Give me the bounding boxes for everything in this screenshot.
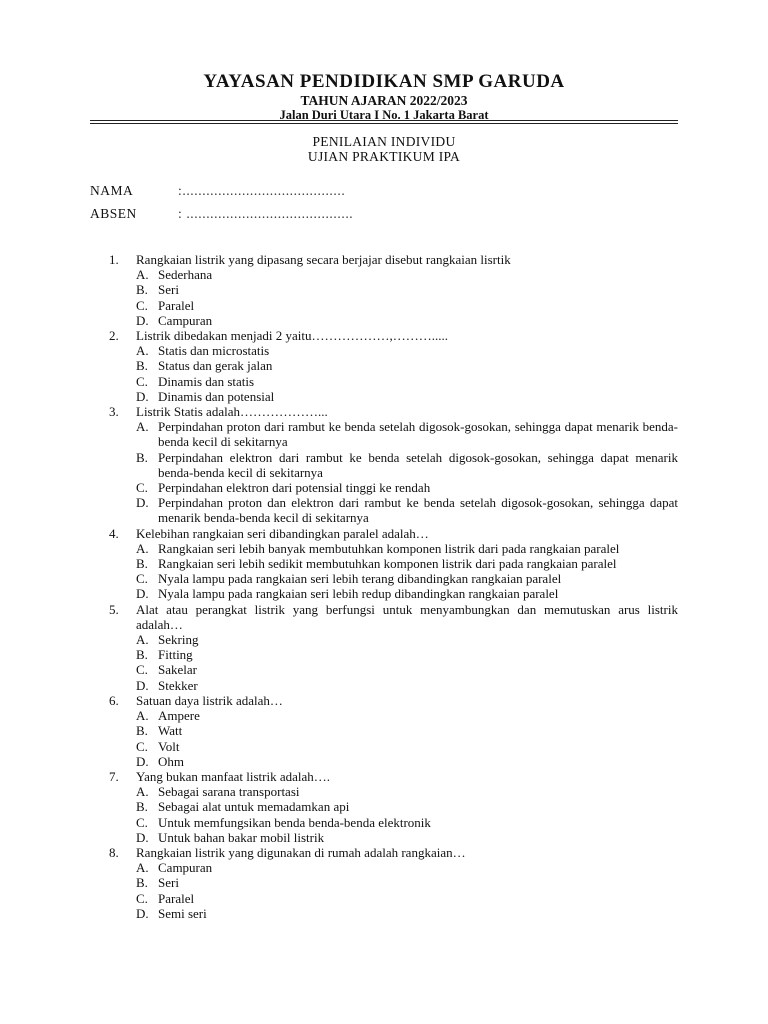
- option-text: Fitting: [158, 647, 193, 663]
- answer-option[interactable]: [136, 723, 678, 738]
- option-text: Semi seri: [158, 905, 207, 921]
- answer-option[interactable]: [136, 571, 678, 586]
- answer-option[interactable]: [136, 343, 678, 358]
- question-text: Alat atau perangkat listrik yang berfungsi untuk menyambungkan dan memutuskan arus listrik adalah…: [136, 601, 678, 632]
- answer-option[interactable]: [136, 815, 678, 830]
- question-text: Rangkaian listrik yang dipasang secara berjajar disebut rangkaian lisrtik: [136, 252, 511, 267]
- option-text: Watt: [158, 723, 183, 739]
- option-text: Rangkaian seri lebih sedikit membutuhkan komponen listrik dari pada rangkaian paralel: [158, 556, 617, 572]
- answer-options: [136, 708, 678, 769]
- option-text: Rangkaian seri lebih banyak membutuhkan komponen listrik dari pada rangkaian paralel: [158, 540, 620, 556]
- option-text: Statis dan microstatis: [158, 343, 270, 359]
- option-letter: B.: [136, 875, 148, 891]
- option-letter: B.: [136, 358, 148, 374]
- option-text: Sebagai sarana transportasi: [158, 784, 300, 800]
- answer-options: [136, 632, 678, 693]
- question-item: [109, 602, 678, 693]
- option-text: Campuran: [158, 312, 213, 328]
- option-letter: B.: [136, 799, 148, 815]
- school-name: YAYASAN PENDIDIKAN SMP GARUDA: [203, 71, 565, 92]
- question-item: [109, 526, 678, 602]
- answer-option[interactable]: [136, 678, 678, 693]
- answer-option[interactable]: [136, 556, 678, 571]
- option-text: Sekring: [158, 632, 199, 648]
- exam-title-line-2: UJIAN PRAKTIKUM IPA: [307, 148, 461, 164]
- option-text: Paralel: [158, 890, 195, 906]
- question-number: 6.: [109, 692, 119, 708]
- option-text: Stekker: [158, 677, 198, 693]
- option-text: Nyala lampu pada rangkaian seri lebih terang dibandingkan rangkaian paralel: [158, 571, 562, 587]
- answer-option[interactable]: [136, 374, 678, 389]
- question-number: 7.: [109, 768, 119, 784]
- option-letter: A.: [136, 419, 149, 435]
- question-item: [109, 328, 678, 404]
- option-text: Sakelar: [158, 662, 197, 678]
- answer-option[interactable]: [136, 495, 678, 525]
- option-letter: C.: [136, 297, 148, 313]
- option-letter: C.: [136, 890, 148, 906]
- answer-options: [136, 541, 678, 602]
- option-letter: A.: [136, 267, 149, 283]
- option-letter: C.: [136, 571, 148, 587]
- option-letter: D.: [136, 677, 149, 693]
- option-text: Sederhana: [158, 267, 213, 283]
- option-letter: B.: [136, 556, 148, 572]
- answer-options: [136, 784, 678, 845]
- option-text: Dinamis dan statis: [158, 373, 255, 389]
- header-divider-thin: [90, 120, 678, 121]
- option-text: Perpindahan proton dari rambut ke benda setelah digosok-gosokan, sehingga dapat menarik benda-benda kecil di sekitarnya: [158, 419, 678, 450]
- answer-options: [136, 860, 678, 921]
- option-text: Untuk bahan bakar mobil listrik: [158, 829, 325, 845]
- option-letter: B.: [136, 282, 148, 298]
- option-letter: D.: [136, 388, 149, 404]
- answer-option[interactable]: [136, 784, 678, 799]
- answer-option[interactable]: [136, 450, 678, 480]
- answer-option[interactable]: [136, 632, 678, 647]
- option-letter: D.: [136, 495, 149, 511]
- option-text: Status dan gerak jalan: [158, 358, 273, 374]
- question-text: Yang bukan manfaat listrik adalah….: [136, 768, 330, 784]
- absen-blank[interactable]: : ..........................................: [178, 206, 354, 221]
- answer-options: [136, 267, 678, 328]
- question-item: [109, 693, 678, 769]
- option-letter: B.: [136, 723, 148, 739]
- answer-option[interactable]: [136, 875, 678, 890]
- option-letter: A.: [136, 343, 149, 359]
- exam-title: [90, 135, 678, 164]
- answer-option[interactable]: [136, 662, 678, 677]
- option-letter: A.: [136, 708, 149, 724]
- option-text: Nyala lampu pada rangkaian seri lebih redup dibandingkan rangkaian paralel: [158, 586, 559, 602]
- answer-option[interactable]: [136, 708, 678, 723]
- answer-option[interactable]: [136, 419, 678, 449]
- answer-option[interactable]: [136, 799, 678, 814]
- option-letter: A.: [136, 540, 149, 556]
- answer-option[interactable]: [136, 282, 678, 297]
- option-letter: B.: [136, 449, 148, 465]
- answer-option[interactable]: [136, 267, 678, 282]
- option-text: Ohm: [158, 753, 184, 769]
- question-text: Satuan daya listrik adalah…: [136, 692, 283, 708]
- option-text: Dinamis dan potensial: [158, 388, 275, 404]
- answer-option[interactable]: [136, 906, 678, 921]
- answer-option[interactable]: [136, 298, 678, 313]
- option-text: Volt: [158, 738, 180, 754]
- question-item: [109, 845, 678, 921]
- option-text: Perpindahan elektron dari rambut ke benda setelah digosok-gosokan, sehingga dapat menarik benda-benda kecil di sekitarnya: [158, 449, 678, 480]
- answer-option[interactable]: [136, 891, 678, 906]
- answer-option[interactable]: [136, 480, 678, 495]
- question-item: [109, 252, 678, 328]
- option-letter: C.: [136, 814, 148, 830]
- option-letter: C.: [136, 373, 148, 389]
- answer-option[interactable]: [136, 830, 678, 845]
- option-letter: C.: [136, 662, 148, 678]
- answer-option[interactable]: [136, 860, 678, 875]
- answer-option[interactable]: [136, 647, 678, 662]
- option-letter: D.: [136, 312, 149, 328]
- question-number: 4.: [109, 525, 119, 541]
- header-divider: [90, 123, 678, 124]
- option-letter: D.: [136, 753, 149, 769]
- question-number: 3.: [109, 404, 119, 420]
- answer-option[interactable]: [136, 541, 678, 556]
- option-text: Perpindahan proton dan elektron dari rambut ke benda setelah digosok-gosokan, sehingga dapat menarik benda-benda kecil di sekitarnya: [158, 495, 678, 526]
- absen-label: ABSEN: [90, 206, 137, 221]
- option-letter: A.: [136, 784, 149, 800]
- letterhead: [90, 72, 678, 122]
- academic-year: TAHUN AJARAN 2022/2023: [300, 93, 468, 108]
- question-text: Listrik dibedakan menjadi 2 yaitu………………,……….....: [136, 328, 448, 344]
- question-number: 8.: [109, 844, 119, 860]
- answer-option[interactable]: [136, 358, 678, 373]
- question-text: Listrik Statis adalah………………...: [136, 404, 328, 420]
- answer-option[interactable]: [136, 754, 678, 769]
- option-letter: D.: [136, 586, 149, 602]
- option-letter: A.: [136, 860, 149, 876]
- option-letter: A.: [136, 632, 149, 648]
- question-text: Kelebihan rangkaian seri dibandingkan paralel adalah…: [136, 525, 429, 541]
- option-letter: C.: [136, 480, 148, 496]
- name-blank[interactable]: :.........................................: [178, 183, 346, 198]
- school-address: Jalan Duri Utara I No. 1 Jakarta Barat: [279, 108, 489, 122]
- answer-option[interactable]: [136, 389, 678, 404]
- exam-title-line-1: PENILAIAN INDIVIDU: [312, 134, 456, 149]
- name-label: NAMA: [90, 183, 134, 198]
- answer-option[interactable]: [136, 313, 678, 328]
- option-text: Paralel: [158, 297, 195, 313]
- option-letter: B.: [136, 647, 148, 663]
- option-text: Sebagai alat untuk memadamkan api: [158, 799, 350, 815]
- option-text: Ampere: [158, 708, 200, 724]
- option-letter: D.: [136, 829, 149, 845]
- question-number: 2.: [109, 328, 119, 344]
- question-list: [109, 252, 678, 921]
- option-text: Seri: [158, 875, 179, 891]
- option-text: Perpindahan elektron dari potensial tinggi ke rendah: [158, 480, 431, 496]
- option-text: Untuk memfungsikan benda benda-benda elektronik: [158, 814, 431, 830]
- option-text: Seri: [158, 282, 179, 298]
- question-number: 1.: [109, 252, 119, 267]
- option-letter: C.: [136, 738, 148, 754]
- answer-option[interactable]: [136, 739, 678, 754]
- answer-option[interactable]: [136, 586, 678, 601]
- question-item: [109, 404, 678, 526]
- question-item: [109, 769, 678, 845]
- question-number: 5.: [109, 601, 119, 617]
- question-text: Rangkaian listrik yang digunakan di rumah adalah rangkaian…: [136, 844, 466, 860]
- answer-options: [136, 419, 678, 525]
- answer-options: [136, 343, 678, 404]
- option-text: Campuran: [158, 860, 213, 876]
- option-letter: D.: [136, 905, 149, 921]
